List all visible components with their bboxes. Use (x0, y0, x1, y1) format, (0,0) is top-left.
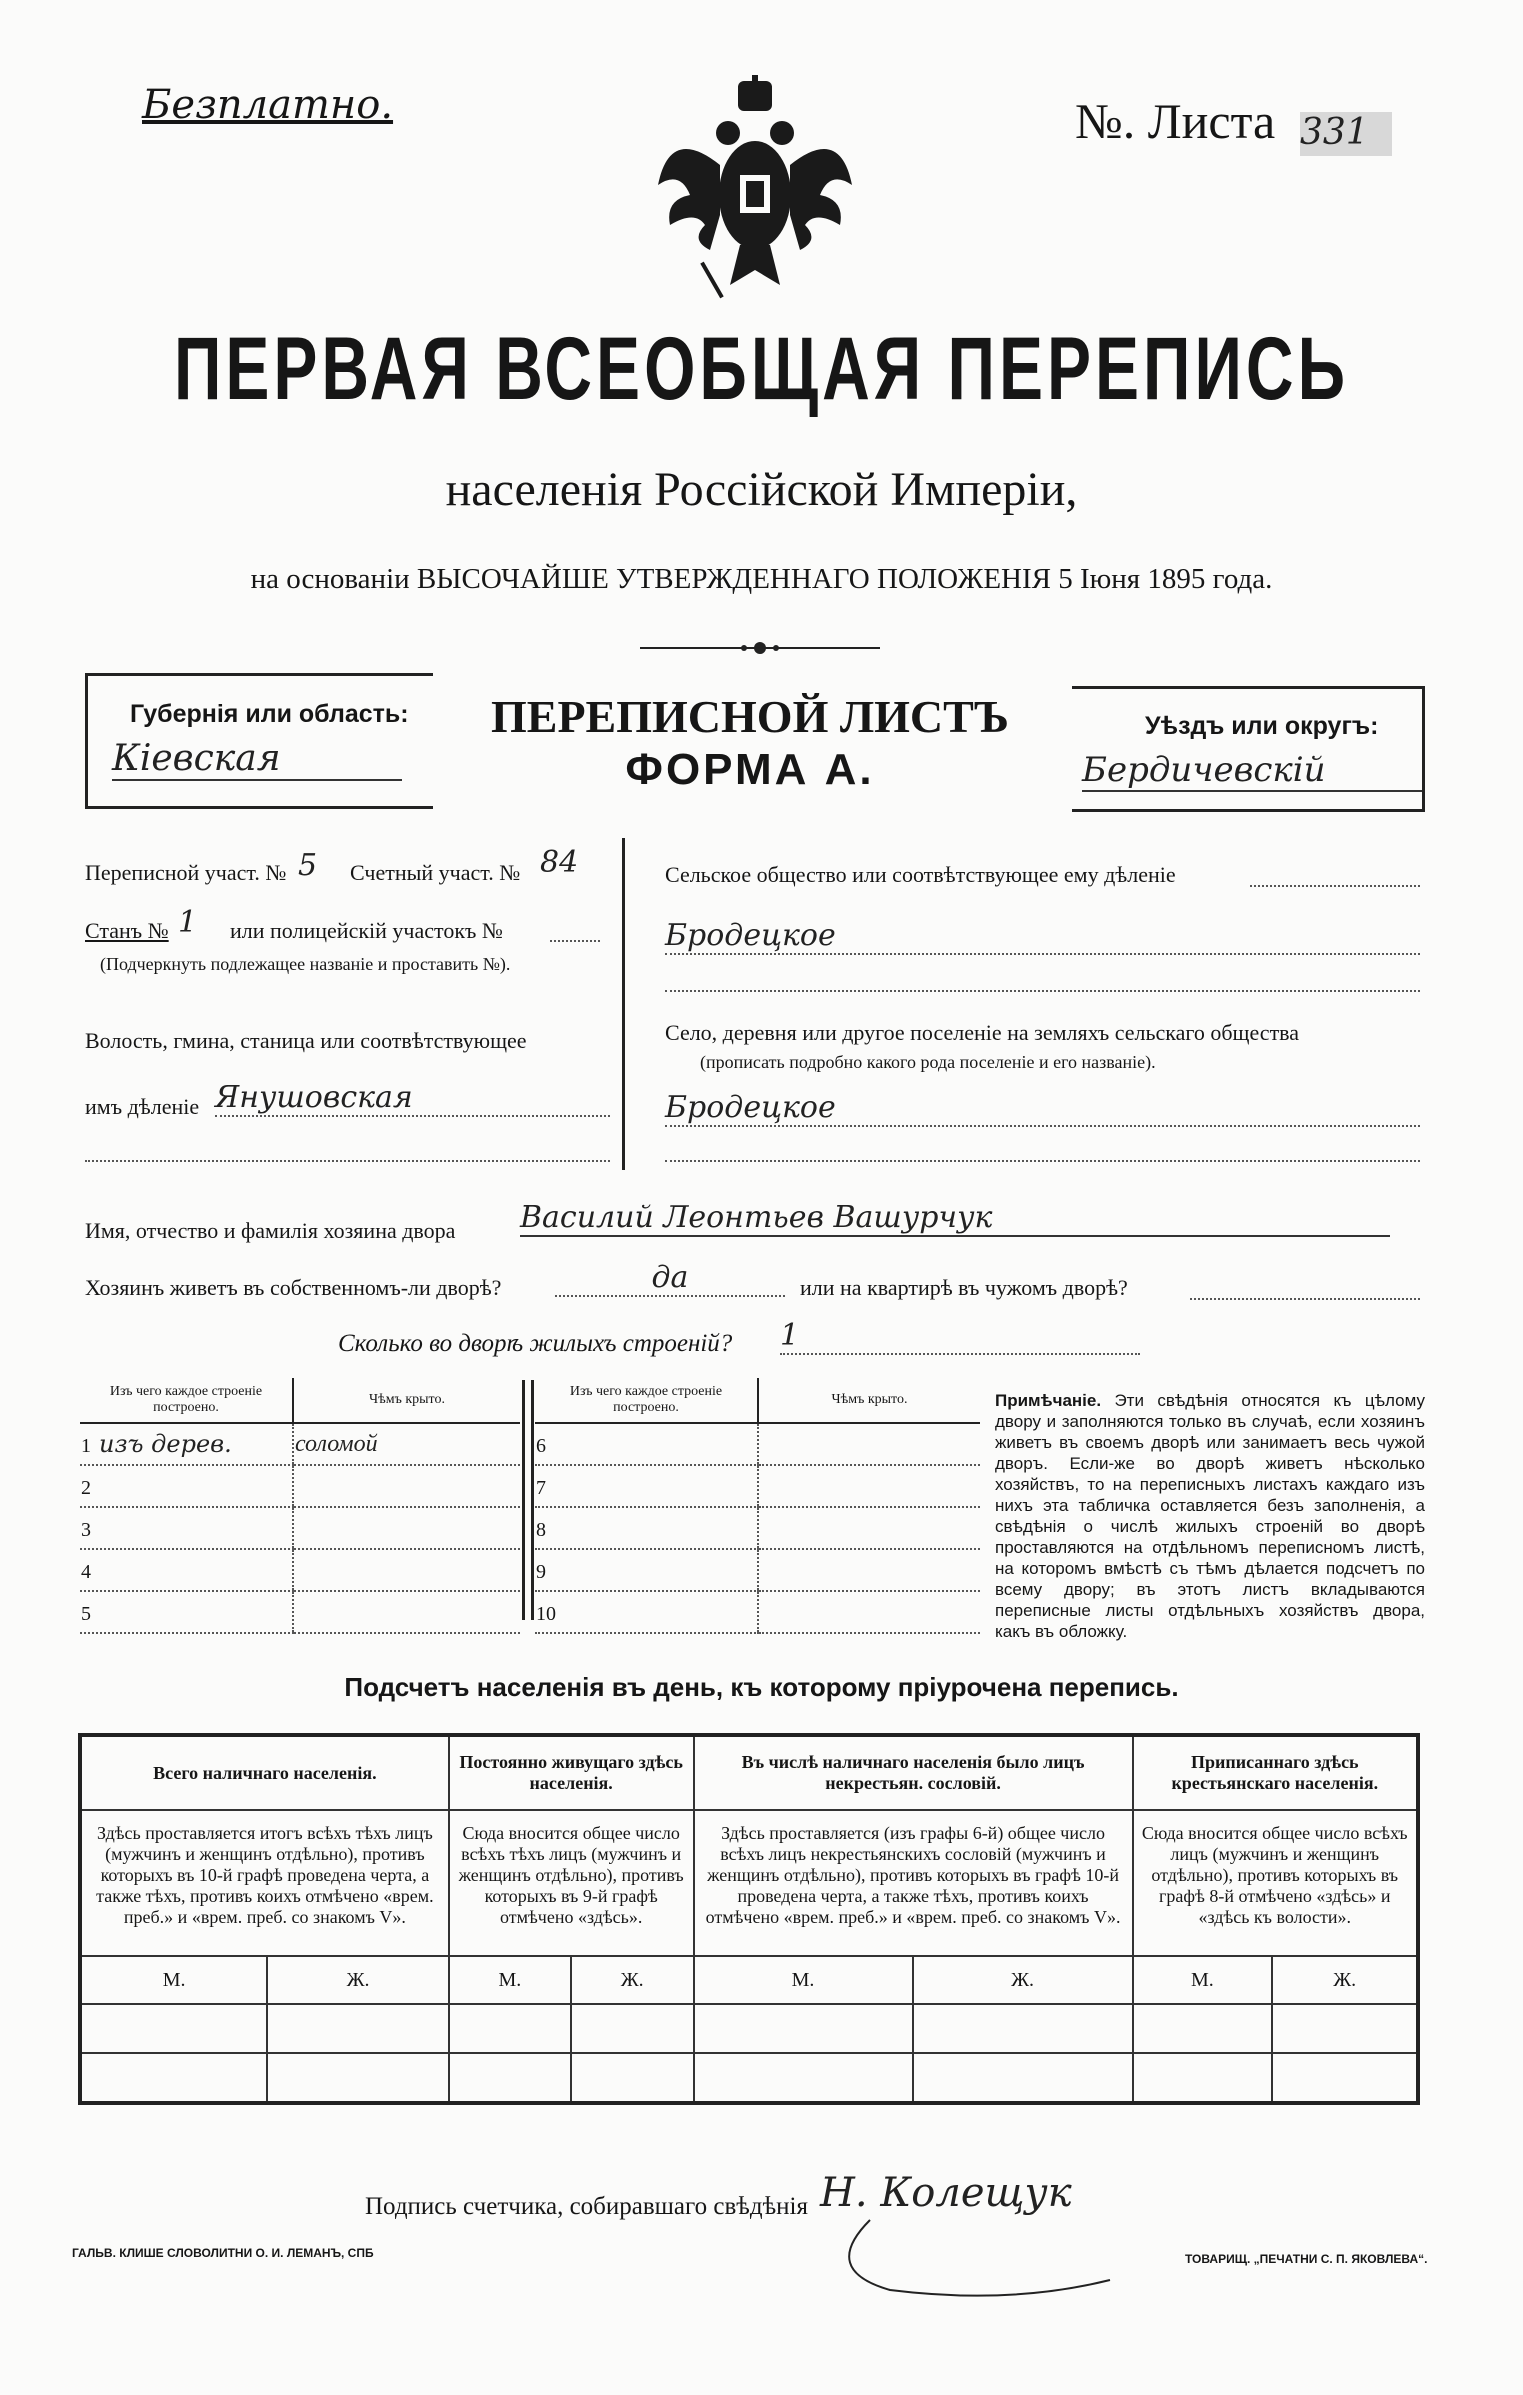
selo-note: (прописать подробно какого рода поселеніе и его названіе). (700, 1052, 1156, 1072)
building-number: 2 (81, 1477, 91, 1499)
female-header: Ж. (913, 1956, 1133, 2004)
building-material-cell (80, 1549, 293, 1591)
building-roof (758, 1549, 980, 1591)
own-yard-label: Хозяинъ живетъ въ собственномъ-ли дворѣ? (85, 1275, 502, 1300)
building-material-cell (535, 1465, 758, 1507)
building-number: 6 (536, 1435, 546, 1457)
building-roof: соломой (293, 1423, 520, 1465)
obshchestvo-label: Сельское общество или соотвѣтствующее ему дѣленіе (665, 862, 1176, 887)
gubernia-value: Кіевская (112, 738, 402, 781)
selo-extra-line (665, 1160, 1420, 1162)
population-count-cell (1133, 2053, 1273, 2103)
population-count-cell (1133, 2004, 1273, 2053)
population-count-cell (1272, 2004, 1418, 2053)
note-text: Эти свѣдѣнія относятся къ цѣлому двору и заполняются только въ случаѣ, если хозяинъ живетъ въ своемъ дворѣ или занимаетъ весь чужой дворъ. Если-же во дворѣ живетъ нѣсколько хозяйствъ, то на переписныхъ листахъ каждаго изъ нихъ эта табличка оставляется безъ заполненія, а свѣдѣнія о числѣ жилыхъ строеній во дворѣ проставляются на отдѣльномъ переписномъ листѣ, на которомъ вмѣстѣ съ тѣмъ дѣлается подсчетъ по всему двору; въ этотъ листъ вкладываются переписные листы отдѣльныхъ хозяйствъ двора, какъ въ обложку. (995, 1391, 1425, 1641)
building-roof (293, 1549, 520, 1591)
building-material-cell (535, 1549, 758, 1591)
population-col-desc: Сюда вносится общее число всѣхъ лицъ (мужчинъ и женщинъ отдѣльно), противъ которыхъ въ графѣ 8-й отмѣчено «здѣсь» и «здѣсь къ волости». (1133, 1810, 1418, 1956)
building-roof (758, 1465, 980, 1507)
apartment-label: или на квартирѣ въ чужомъ дворѣ? (800, 1275, 1128, 1300)
building-material-cell (80, 1591, 293, 1633)
signature-value: Н. Колещук (820, 2170, 1072, 2216)
perepis-uchast-label: Переписной участ. № (85, 860, 287, 885)
building-row (535, 1423, 980, 1465)
building-material-cell (80, 1465, 293, 1507)
population-count-cell (1272, 2053, 1418, 2103)
double-headed-eagle-icon (650, 75, 860, 305)
building-material-cell (535, 1423, 758, 1465)
buildings-table-divider (522, 1380, 534, 1620)
building-number: 9 (536, 1561, 546, 1583)
population-col-header: Въ числѣ наличнаго населенія было лицъ некрестьян. сословій. (694, 1735, 1133, 1810)
population-title: Подсчетъ населенія въ день, къ которому пріурочена перепись. (344, 1672, 1179, 1702)
volost-extra-line (85, 1160, 610, 1162)
building-number: 4 (81, 1561, 91, 1583)
building-row (535, 1465, 980, 1507)
ornament-divider (640, 638, 880, 658)
population-col-desc: Здѣсь проставляется итогъ всѣхъ тѣхъ лицъ (мужчинъ и женщинъ отдѣльно), противъ которыхъ въ 10-й графѣ проведена черта, а также тѣхъ, противъ коихъ отмѣчено «врем. преб.» и «врем. преб. со знакомъ V». (80, 1810, 449, 1956)
police-value-line (550, 940, 600, 942)
form-subtitle: ФОРМА А. (625, 745, 875, 794)
col-roof-header-2: Чѣмъ крыто. (758, 1378, 980, 1423)
building-row (80, 1423, 520, 1465)
building-number: 1 (81, 1435, 91, 1457)
building-number: 8 (536, 1519, 546, 1541)
form-title: ПЕРЕПИСНОЙ ЛИСТЪ (490, 691, 1010, 742)
male-header: М. (1133, 1956, 1273, 2004)
uezd-label: Уѣздъ или округъ: (1145, 712, 1379, 740)
population-count-cell (449, 2004, 571, 2053)
sheet-number-label: №. Листа (1075, 93, 1276, 149)
male-header: М. (694, 1956, 913, 2004)
population-count-cell (694, 2053, 913, 2103)
population-count-cell (80, 2053, 267, 2103)
note-title: Примѣчаніе. (995, 1391, 1102, 1410)
building-roof (293, 1507, 520, 1549)
signature-flourish (810, 2210, 1130, 2310)
building-row (535, 1591, 980, 1633)
volost-value: Янушовская (215, 1080, 610, 1117)
building-row (80, 1591, 520, 1633)
population-count-cell (571, 2004, 694, 2053)
male-header: М. (80, 1956, 267, 2004)
building-material-cell (535, 1591, 758, 1633)
population-col-header: Всего наличнаго населенія. (80, 1735, 449, 1810)
female-header: Ж. (267, 1956, 448, 2004)
sheet-number-value: 331 (1300, 112, 1392, 156)
female-header: Ж. (1272, 1956, 1418, 2004)
building-number: 5 (81, 1603, 91, 1625)
col-material-header: Изъ чего каждое строеніе построено. (80, 1378, 293, 1423)
building-roof (758, 1591, 980, 1633)
population-count-cell (571, 2053, 694, 2103)
apartment-line (1190, 1298, 1420, 1300)
building-roof (758, 1423, 980, 1465)
schetny-uchast-value: 84 (540, 845, 579, 880)
building-row (535, 1549, 980, 1591)
stan-label: Станъ № (85, 918, 169, 943)
building-material: изъ дерев. (99, 1430, 232, 1458)
population-count-cell (80, 2004, 267, 2053)
police-label: или полицейскій участокъ № (230, 918, 503, 943)
perepis-uchast-value: 5 (298, 848, 318, 883)
population-count-cell (913, 2053, 1133, 2103)
building-row (80, 1465, 520, 1507)
building-roof (293, 1591, 520, 1633)
owner-name-value: Василий Леонтьев Вашурчук (520, 1200, 1390, 1237)
own-yard-value: да (555, 1260, 785, 1297)
building-row (535, 1507, 980, 1549)
volost-label-2: имъ дѣленіе (85, 1094, 200, 1119)
building-number: 7 (536, 1477, 546, 1499)
population-count-cell (449, 2053, 571, 2103)
owner-name-label: Имя, отчество и фамилія хозяина двора (85, 1218, 456, 1243)
left-printer-credit: ГАЛЬВ. КЛИШЕ СЛОВОЛИТНИ О. И. ЛЕМАНЪ, СПБ (72, 2246, 374, 2260)
right-printer-credit: ТОВАРИЩ. „ПЕЧАТНИ С. П. ЯКОВЛЕВА“. (1185, 2252, 1428, 2266)
buildings-table-left (80, 1378, 520, 1634)
obshchestvo-extra-line (665, 990, 1420, 992)
population-col-desc: Сюда вносится общее число всѣхъ тѣхъ лицъ (мужчинъ и женщинъ отдѣльно), противъ которыхъ въ 9-й графѣ отмѣчено «здѣсь». (449, 1810, 694, 1956)
volost-label: Волость, гмина, станица или соотвѣтствующее (85, 1028, 527, 1053)
building-number: 3 (81, 1519, 91, 1541)
population-table (78, 1733, 1420, 2105)
population-col-header: Приписаннаго здѣсь крестьянскаго населенія. (1133, 1735, 1418, 1810)
building-number: 10 (536, 1603, 556, 1625)
police-note: (Подчеркнуть подлежащее названіе и проставить №). (100, 954, 511, 974)
buildings-count-value: 1 (780, 1318, 1140, 1355)
population-col-desc: Здѣсь проставляется (изъ графы 6-й) общее число всѣхъ лицъ некрестьянскихъ сословій (мужчинъ и женщинъ отдѣльно), противъ которыхъ въ графѣ 10-й проведена черта, а также тѣхъ, противъ коихъ отмѣчено «врем. преб.» и «врем. преб. со знакомъ V». (694, 1810, 1133, 1956)
building-roof (293, 1465, 520, 1507)
building-material-cell (535, 1507, 758, 1549)
uezd-box (1072, 686, 1425, 812)
female-header: Ж. (571, 1956, 694, 2004)
schetny-uchast-label: Счетный участ. № (350, 860, 521, 885)
stan-value: 1 (178, 905, 198, 940)
obshchestvo-line (1250, 885, 1420, 887)
vertical-divider (622, 838, 625, 1170)
selo-value: Бродецкое (665, 1090, 1420, 1127)
note-block (995, 1390, 1425, 1642)
selo-label: Село, деревня или другое поселеніе на земляхъ сельскаго общества (665, 1020, 1300, 1045)
male-header: М. (449, 1956, 571, 2004)
subtitle: населенія Россійской Имперіи, (445, 463, 1078, 516)
main-title: ПЕРВАЯ ВСЕОБЩАЯ ПЕРЕПИСЬ (173, 318, 1350, 418)
population-count-cell (913, 2004, 1133, 2053)
population-col-header: Постоянно живущаго здѣсь населенія. (449, 1735, 694, 1810)
basis-line: на основаніи ВЫСОЧАЙШЕ УТВЕРЖДЕННАГО ПОЛОЖЕНІЯ 5 Іюня 1895 года. (250, 563, 1273, 595)
population-count-cell (267, 2053, 448, 2103)
population-count-cell (694, 2004, 913, 2053)
free-label: Безплатно. (142, 82, 394, 128)
population-count-cell (267, 2004, 448, 2053)
building-material-cell (80, 1423, 293, 1465)
obshchestvo-value: Бродецкое (665, 918, 1420, 955)
col-roof-header: Чѣмъ крыто. (293, 1378, 520, 1423)
buildings-table-right (535, 1378, 980, 1634)
building-row (80, 1507, 520, 1549)
uezd-value: Бердичевскій (1082, 750, 1422, 792)
gubernia-label: Губернія или область: (130, 700, 409, 728)
building-material-cell (80, 1507, 293, 1549)
signature-label: Подпись счетчика, собиравшаго свѣдѣнія (365, 2193, 808, 2220)
col-material-header-2: Изъ чего каждое строеніе построено. (535, 1378, 758, 1423)
building-row (80, 1549, 520, 1591)
building-roof (758, 1507, 980, 1549)
buildings-count-label: Сколько во дворѣ жилыхъ строеній? (338, 1330, 733, 1357)
